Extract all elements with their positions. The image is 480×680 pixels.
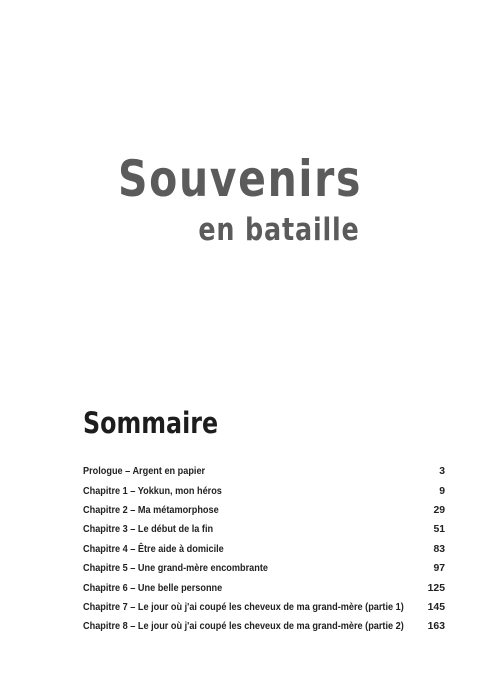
toc-entry-label: Chapitre 7 – Le jour où j'ai coupé les cheveux de ma grand-mère (partie 1) [83, 601, 404, 613]
toc-entry-chapter-8 [83, 617, 455, 636]
toc-entry-prologue [83, 462, 455, 481]
toc-entry-page: 125 [427, 582, 445, 594]
book-title-subtitle: en bataille [198, 212, 360, 248]
toc-list [83, 462, 455, 637]
toc-entry-label: Chapitre 1 – Yokkun, mon héros [83, 485, 222, 497]
book-title-main: Souvenirs [117, 150, 363, 208]
toc-entry-page: 29 [433, 504, 445, 516]
toc-entry-label: Chapitre 3 – Le début de la fin [83, 524, 214, 536]
toc-entry-chapter-4 [83, 540, 455, 559]
toc-entry-label: Chapitre 5 – Une grand-mère encombrante [83, 563, 268, 575]
toc-entry-page: 145 [427, 601, 445, 613]
toc-entry-label: Chapitre 6 – Une belle personne [83, 582, 223, 594]
toc-entry-page: 3 [439, 466, 445, 478]
toc-heading: Sommaire [83, 406, 219, 440]
toc-entry-label: Chapitre 2 – Ma métamorphose [83, 504, 219, 516]
toc-entry-label: Prologue – Argent en papier [83, 466, 206, 478]
toc-entry-label: Chapitre 4 – Être aide à domicile [83, 543, 224, 555]
toc-entry-page: 83 [433, 543, 445, 555]
toc-entry-page: 9 [439, 485, 445, 497]
toc-entry-chapter-6 [83, 578, 455, 597]
toc-entry-chapter-2 [83, 501, 455, 520]
toc-entry-page: 51 [433, 524, 445, 536]
toc-entry-page: 97 [433, 563, 445, 575]
toc-entry-label: Chapitre 8 – Le jour où j'ai coupé les cheveux de ma grand-mère (partie 2) [83, 621, 404, 633]
toc-entry-chapter-3 [83, 520, 455, 539]
toc-entry-chapter-7 [83, 598, 455, 617]
toc-entry-chapter-1 [83, 481, 455, 500]
book-title [0, 150, 480, 248]
toc-entry-page: 163 [427, 621, 445, 633]
toc-entry-chapter-5 [83, 559, 455, 578]
